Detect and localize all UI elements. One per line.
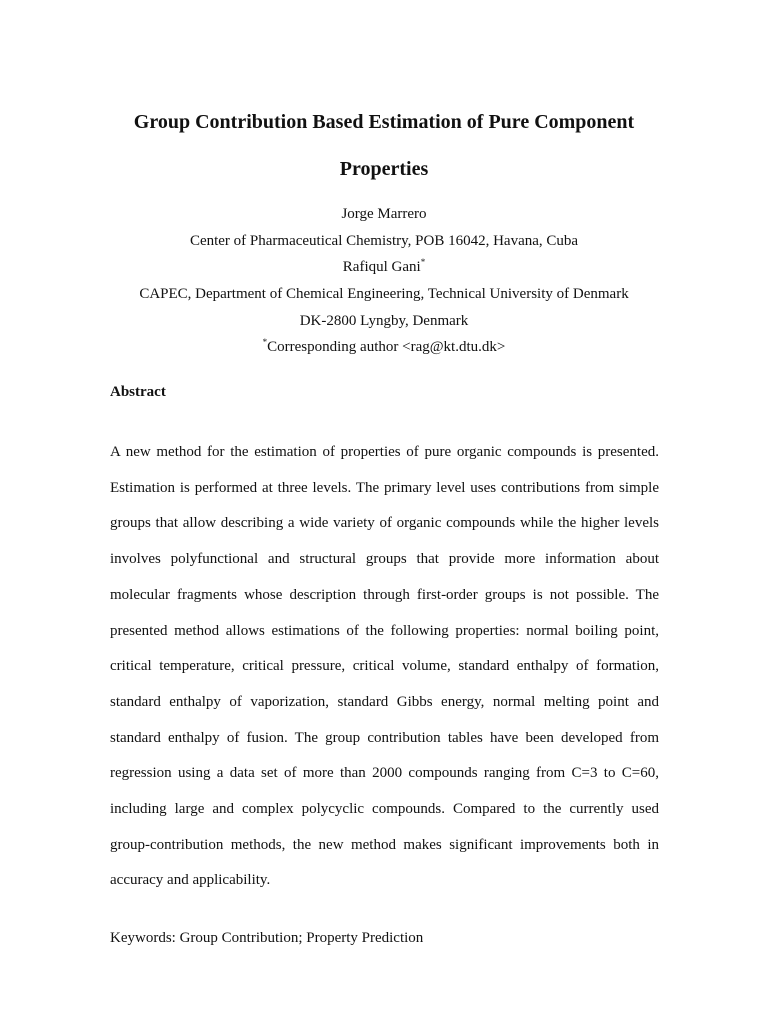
corresponding-author-note xyxy=(60,338,708,356)
author-address: DK-2800 Lyngby, Denmark xyxy=(299,313,469,329)
corresponding-author-text: Corresponding author <rag@kt.dtu.dk> xyxy=(267,339,506,355)
abstract-heading: Abstract xyxy=(110,384,166,400)
paper-title-line-2: Properties xyxy=(339,158,429,180)
keywords-line: Keywords: Group Contribution; Property Prediction xyxy=(110,930,424,946)
abstract-body: A new method for the estimation of properties of pure organic compounds is presented. Estimation is performed at three levels. The primary level uses contributions from simple groups that allow describing a wide variety of organic compounds while the higher levels involves polyfunctional and structural groups that provide more information about molecular fragments whose description through first-order groups is not possible. The presented method allows estimations of the following properties: normal boiling point, critical temperature, critical pressure, critical volume, standard enthalpy of formation, standard enthalpy of vaporization, standard Gibbs energy, normal melting point and standard enthalpy of fusion. The group contribution tables have been developed from regression using a data set of more than 2000 compounds ranging from C=3 to C=60, including large and complex polycyclic compounds. Compared to the currently used group-contribution methods, the new method makes significant improvements both in accuracy and applicability. xyxy=(110,444,659,889)
author-name-corresponding xyxy=(60,258,708,276)
author-name: Jorge Marrero xyxy=(341,206,427,222)
author-affiliation: Center of Pharmaceutical Chemistry, POB 16042, Havana, Cuba xyxy=(189,233,579,249)
corresponding-marker: * xyxy=(262,337,268,347)
paper-title-line-1: Group Contribution Based Estimation of Pure Component xyxy=(133,111,635,133)
author-affiliation: CAPEC, Department of Chemical Engineering, Technical University of Denmark xyxy=(139,286,629,302)
author-name: Rafiqul Gani xyxy=(342,259,421,275)
corresponding-marker: * xyxy=(420,257,426,267)
